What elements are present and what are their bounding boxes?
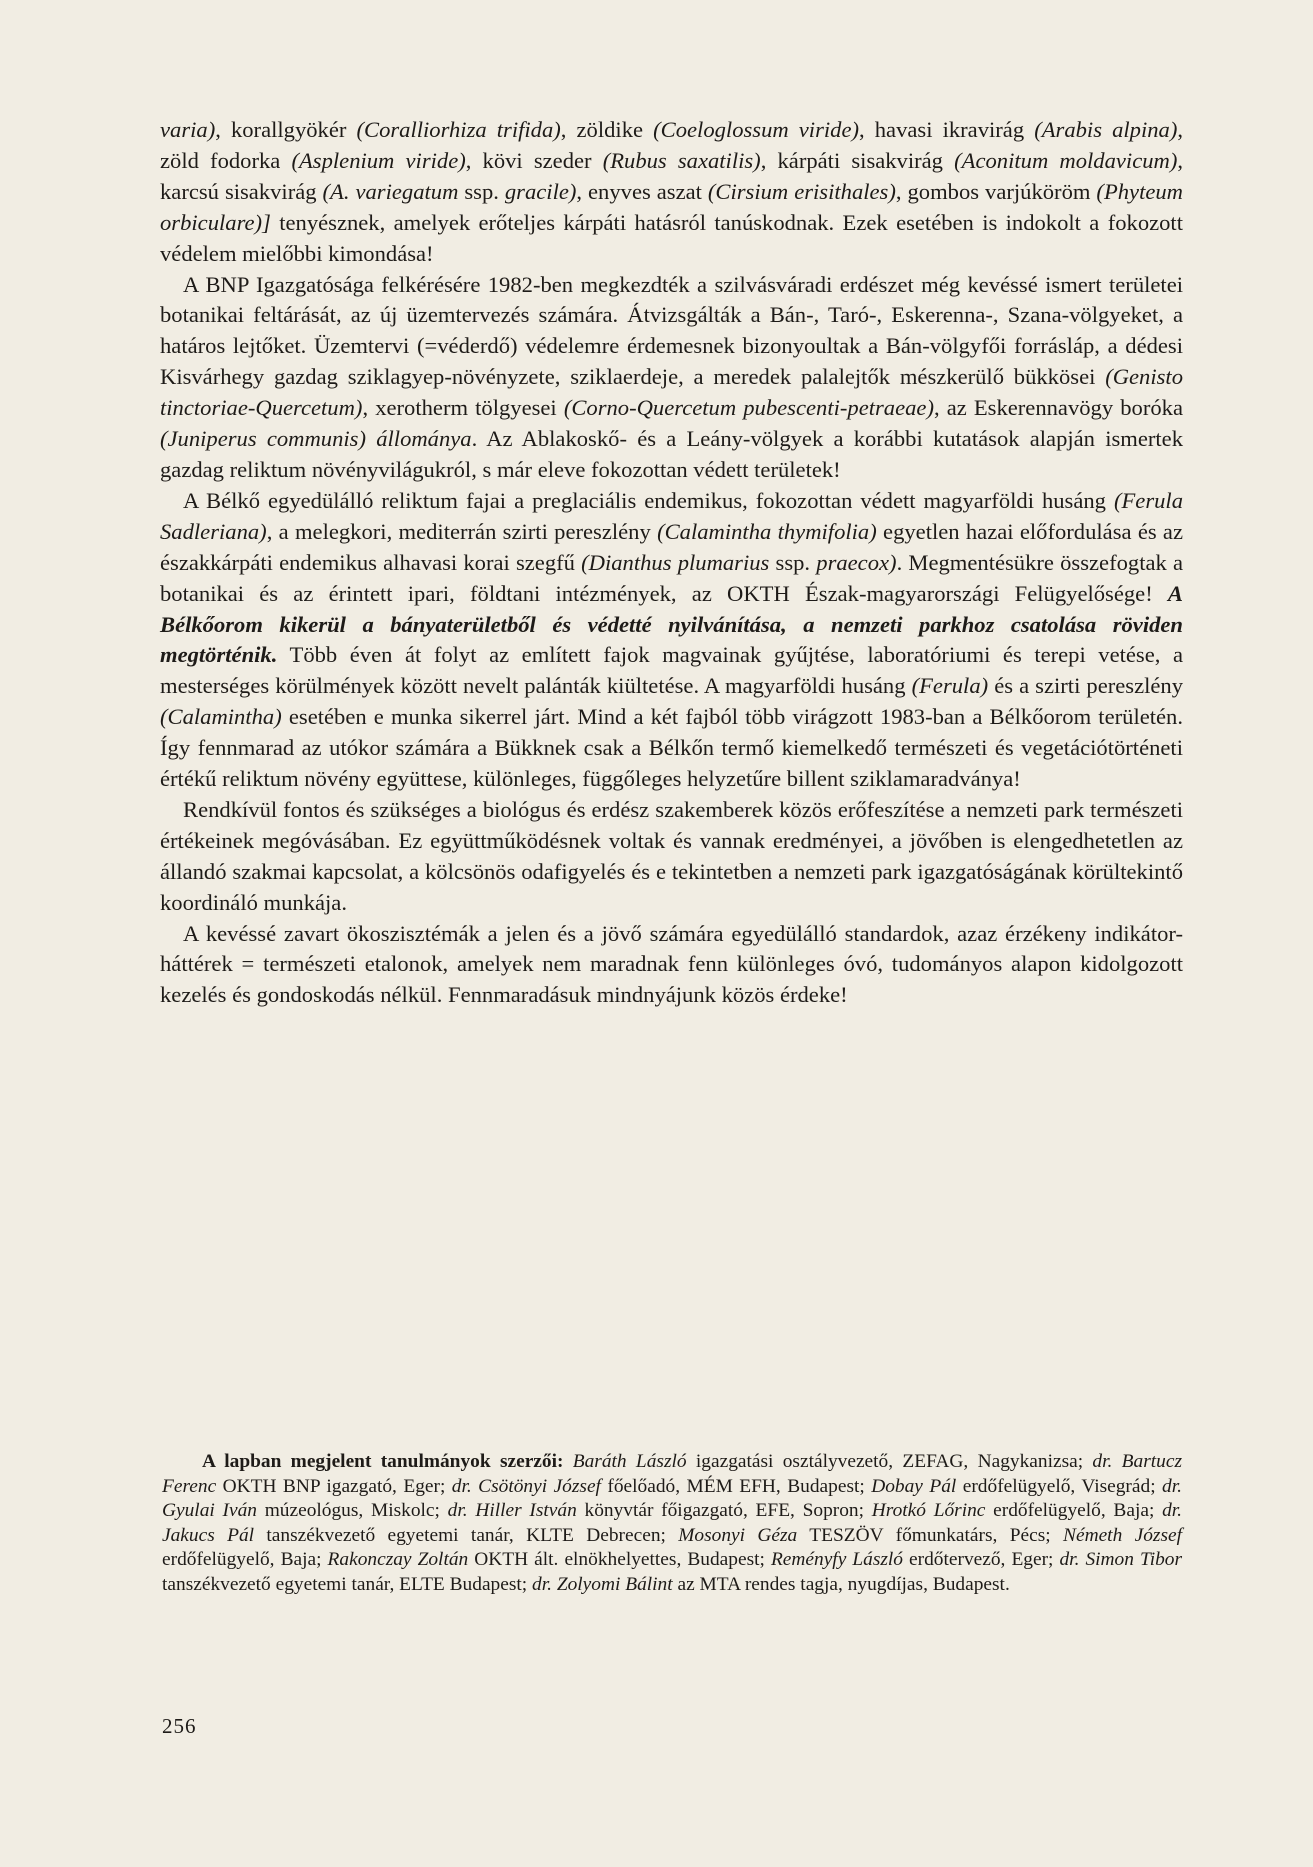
author-name: dr. Simon Tibor (1059, 1549, 1183, 1571)
authors-footnote (162, 1450, 1182, 1598)
emphasized-text: (Arabis alpina) (1034, 117, 1178, 142)
emphasized-text: (Rubus saxatilis) (602, 147, 761, 173)
author-name: Rakonczay Zoltán (327, 1549, 469, 1571)
text-run: egyetlen hazai előfordulása és az északkárpáti endemikus alhavasi korai szegfű (160, 518, 1183, 575)
emphasized-text: praecox) (816, 549, 897, 575)
footnote-heading: A lapban megjelent tanulmányok szerzői: (202, 1451, 564, 1472)
text-run: , korallgyökér (215, 117, 357, 142)
text-run: , zöld fodorka (160, 117, 1184, 173)
emphasized-text: (A. variegatum (322, 178, 459, 204)
emphasized-text: (Asplenium viride) (291, 147, 466, 173)
text-run: erdőfelügyelő, Baja; (985, 1500, 1163, 1522)
text-run: az MTA rendes tagja, nyugdíjas, Budapest. (672, 1573, 1010, 1595)
author-name: Hrotkó Lőrinc (871, 1500, 986, 1522)
emphasized-text: (Coeloglossum viride) (653, 117, 860, 142)
text-run: főelőadó, MÉM EFH, Budapest; (600, 1475, 872, 1497)
text-run: A Bélkő egyedülálló reliktum fajai a preglaciális endemikus, fokozottan védett magyarföldi husáng (183, 487, 1114, 513)
emphasized-text: (Phyteum orbiculare)] (160, 178, 1183, 235)
text-run: esetében e munka sikerrel járt. Mind a két fajból több virágzott 1983-ban a Bélkőorom területén. Így fennmarad az utókor számára a Bükknek csak a Bélkőn termő kiemelkedő természeti és vegetációtörténeti értékű reliktum növény együttese, különleges, függőleges helyzetűre billent sziklamaradványa! (160, 704, 1183, 792)
emphasized-text: (Genisto tinctoriae-Quercetum) (160, 364, 1183, 421)
emphasized-text: (Aconitum moldavicum) (954, 147, 1178, 173)
author-name: Dobay Pál (871, 1475, 957, 1497)
emphasized-text: (Ferula) (911, 673, 989, 699)
text-run: , az Eskerennavögy boróka (933, 395, 1183, 421)
emphasized-text: gracile) (504, 178, 577, 204)
emphasized-text: (Corno-Quercetum pubescenti-petraeae) (563, 395, 934, 421)
text-run: tanszékvezető egyetemi tanár, ELTE Budapest; (162, 1573, 533, 1595)
text-run: , kárpáti sisakvirág (760, 147, 955, 173)
text-run: és a szirti pereszlény (988, 673, 1183, 699)
text-run (563, 1451, 572, 1472)
text-run: , a melegkori, mediterrán szirti pereszlény (266, 518, 658, 544)
text-run: . Az Ablakoskő- és a Leány-völgyek a korábbi kutatások alapján ismertek gazdag reliktum növényvilágukról, s már eleve fokozottan védett területek! (160, 426, 1183, 482)
author-name: dr. Bartucz Ferenc (162, 1451, 1182, 1497)
page-number: 256 (162, 1714, 197, 1738)
author-name: dr. Csötönyi József (451, 1475, 601, 1497)
author-name: dr. Jakucs Pál (162, 1500, 1183, 1546)
text-run: , gombos varjúköröm (895, 178, 1097, 204)
emphasized-text: (Dianthus plumarius (581, 549, 770, 575)
text-run: igazgatási osztályvezető, ZEFAG, Nagykanizsa; (686, 1451, 1093, 1472)
author-name: Baráth László (572, 1451, 687, 1472)
text-run: , zöldike (560, 117, 654, 142)
text-run: OKTH BNP igazgató, Eger; (216, 1475, 452, 1497)
text-run: A BNP Igazgatósága felkérésére 1982-ben megkezdték a szilvásváradi erdészet még kevéssé ismert területei botanikai feltárását, az új üzemtervezés számára. Átvizsgálták a Bán-, Taró-, Eskerenna-, Szana-völgyeket, a határos lejtőket. Üzemtervi (=véderdő) védelemre érdemesnek bizonyoultak a Bán-völgyfői forrásláp, a dédesi Kisvárhegy gazdag sziklagyep-növényzete, sziklaerdeje, a meredek palalejtők mészkerülő bükkösei (160, 271, 1183, 390)
text-run: tenyésznek, amelyek erőteljes kárpáti hatásról tanúskodnak. Ezek esetében is indokolt a fokozott védelem mielőbbi kimondása! (160, 209, 1183, 266)
text-run: TESZÖV főmunkatárs, Pécs; (797, 1524, 1064, 1546)
text-run: A kevéssé zavart ökoszisztémák a jelen és a jövő számára egyedülálló standardok, azaz érzékeny indikátor-háttérek = természeti etalonok, amelyek nem maradnak fenn különleges óvó, tudományos alapon kidolgozott kezelés és gondoskodás nélkül. Fennmaradásuk mindnyájunk közös érdeke! (160, 920, 1183, 1008)
text-run: Több éven át folyt az említett fajok magvainak gyűjtése, laboratóriumi és terepi vetése, a mesterséges körülmények között nevelt palánták kiültetése. A magyarföldi husáng (160, 642, 1183, 699)
paragraph (160, 795, 1183, 919)
text-run: , karcsú sisakvirág (160, 147, 1184, 204)
emphasized-text: A Bélkőorom kikerül a bányaterületből és védetté nyilvánítása, a nemzeti parkhoz csatolása röviden megtörténik. (160, 580, 1183, 668)
paragraph (160, 115, 1183, 270)
text-run: OKTH ált. elnökhelyettes, Budapest; (468, 1549, 771, 1571)
text-run: , havasi ikravirág (859, 117, 1035, 142)
author-name: Mosonyi Géza (678, 1524, 798, 1546)
author-name: Reményfy László (770, 1549, 903, 1571)
paragraph (160, 486, 1183, 795)
text-run: erdőfelügyelő, Visegrád; (956, 1475, 1163, 1497)
text-run: , xerotherm tölgyesei (362, 395, 564, 421)
author-name: dr. Zolyomi Bálint (532, 1573, 673, 1595)
text-run: Rendkívül fontos és szükséges a biológus és erdész szakemberek közös erőfeszítése a nemzeti park természeti értékeinek megóvásában. Ez együttműködésnek voltak és vannak eredményei, a jövőben is elengedhetetlen az állandó szakmai kapcsolat, a kölcsönös odafigyelés és e tekintetben a nemzeti park igazgatóságának körültekintő koordináló munkája. (160, 796, 1183, 915)
text-run: . Megmentésükre összefogtak a botanikai és az érintett ipari, földtani intézmények, az OKTH Észak-magyarországi Felügyelősége! (160, 549, 1184, 606)
paragraph (160, 270, 1183, 486)
text-run: tanszékvezető egyetemi tanár, KLTE Debrecen; (254, 1524, 679, 1546)
text-run: múzeológus, Miskolc; (256, 1500, 448, 1522)
emphasized-text: (Ferula Sadleriana) (160, 487, 1183, 544)
text-run: könyvtár főigazgató, EFE, Sopron; (576, 1500, 872, 1522)
emphasized-text: (Cirsium erisithales) (707, 178, 896, 204)
text-run: erdőtervező, Eger; (903, 1549, 1060, 1571)
text-run: , kövi szeder (465, 147, 603, 173)
author-name: Németh József (1063, 1524, 1183, 1546)
emphasized-text: (Calamintha thymifolia) (657, 518, 877, 544)
main-text (160, 115, 1183, 1011)
paragraph (160, 919, 1183, 1012)
author-name: dr. Hiller István (447, 1500, 577, 1522)
emphasized-text: (Juniperus communis) állománya (160, 426, 472, 452)
text-run: ssp. (769, 549, 817, 575)
emphasized-text: varia) (160, 117, 216, 142)
author-name: dr. Gyulai Iván (162, 1475, 1182, 1522)
emphasized-text: (Calamintha) (160, 704, 282, 730)
text-run: erdőfelügyelő, Baja; (162, 1549, 328, 1571)
text-run: ssp. (458, 178, 505, 204)
emphasized-text: (Coralliorhiza trifida) (356, 117, 561, 142)
text-run: , enyves aszat (576, 178, 708, 204)
